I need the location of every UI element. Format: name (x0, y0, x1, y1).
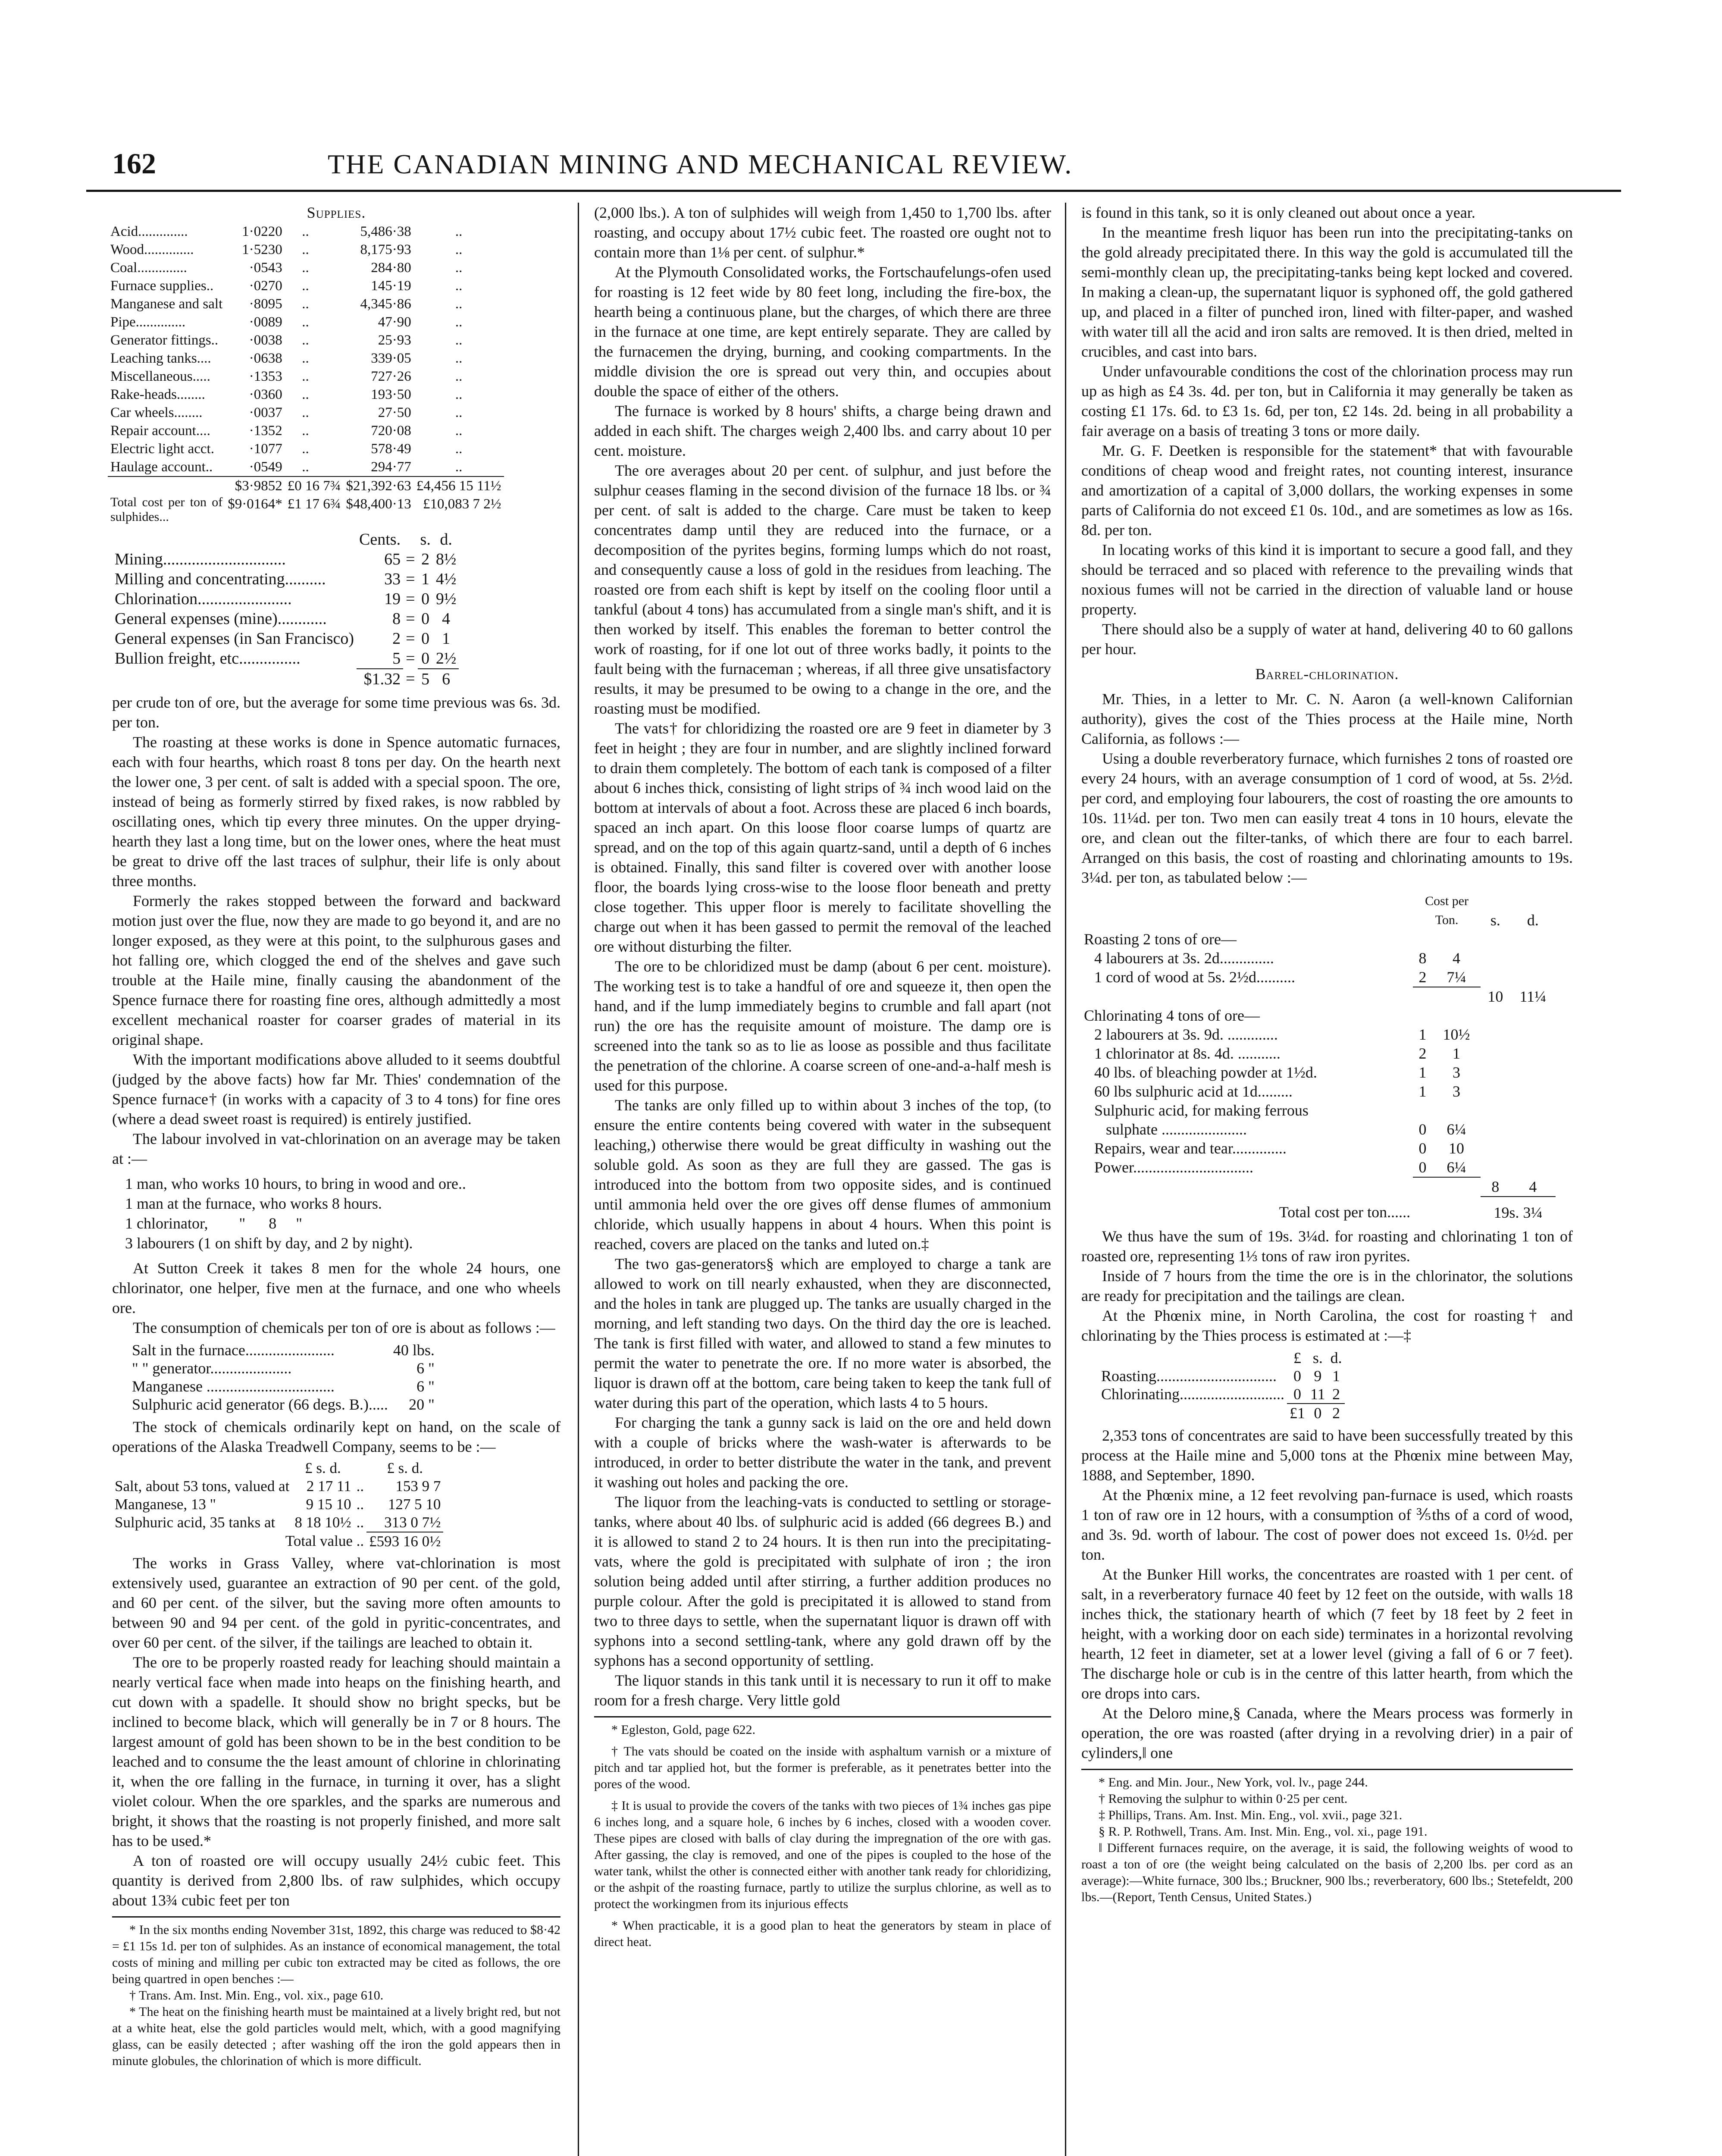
column-divider-2 (1065, 203, 1066, 2156)
column-2 (594, 203, 1051, 1950)
paragraph: The ore averages about 20 per cent. of sulphur, and just before the sulphur ceases flaming in the second division of the furnace 18 lbs. or ¾ per cent. of salt is added to the charge. Care must be taken to keep concentrates damp until they are reduced into the furnace, or a decomposition of the pyrites begins, forming lumps which do not roast, and consequently cause a loss of gold in the residues from leaching. The roasted ore from each shift is kept by itself on the cooling floor until a tankful (about 4 tons) has accumulated from a single man's shift, and it is then worked by itself. This enables the foreman to better control the work of roasting, for if one lot out of three works badly, it points to the fault being with the furnaceman ; whereas, if all three give unsatisfactory results, it may be presumed to be owing to a change in the ore, and the roasting must be modified. (594, 462, 1051, 717)
labour-item: 3 labourers (1 on shift by day, and 2 by night). (125, 1235, 413, 1252)
paragraph: The liquor from the leaching-vats is conducted to settling or storage-tanks, where about 40 lbs. of sulphuric acid is added (66 degrees B.) and it is allowed to stand 2 to 24 hours. It is then run into the precipitating-vats, where the gold is precipitated with sulphate of iron ; the iron solution being added until after stirring, a further addition produces no purple colour. After the gold is precipitated it is allowed to stand from two to three days to settle, when the supernatant liquor is drawn off with syphons into a second settling-tank, where any gold drawn off by the syphons has a second opportunity of settling. (594, 1493, 1051, 1669)
footnote: † Removing the sulphur to within 0·25 per cent. (1099, 1792, 1348, 1806)
paragraph: At the Phœnix mine, in North Carolina, the cost for roasting† and chlorinating by the Thies process is estimated at :—‡ (1081, 1307, 1573, 1344)
paragraph: The ore to be properly roasted ready for leaching should maintain a nearly vertical face when made into heaps on the finishing hearth, and cut down with a spadelle. It should show no bright specks, but be inclined to become black, which will generally be in 7 or 8 hours. The largest amount of gold has been shown to be in the best condition to be leached and to consume the the least amount of chlorine in chlorinating it, when the ore falling in the furnace, in turning it over, has a slight violet colour. When the ore sparkles, and the sparks are numerous and bright, it shows that the roasting is not properly finished, and more salt has to be used.* (112, 1654, 560, 1849)
footnote: † Trans. Am. Inst. Min. Eng., vol. xix., page 610. (129, 1988, 384, 2002)
paragraph: The stock of chemicals ordinarily kept on hand, on the scale of operations of the Alaska Treadwell Company, seems to be :— (112, 1418, 560, 1455)
phoenix-cost-table: £ s. d. Roasting............................... 0 9 1 Chlorinating........................... 0 11 2 £1 0 2 (1099, 1349, 1345, 1422)
paragraph: Using a double reverberatory furnace, which furnishes 2 tons of roasted ore every 24 hours, with an average consumption of 1 cord of wood, at 5s. 2½d. per cord, and employing four labourers, the cost of roasting the ore amounts to 10s. 11¼d. per ton. Two men can easily treat 4 tons in 10 hours, elevate the ore, and clean out the filter-tanks, of which there are four to each barrel. Arranged on this basis, the cost of roasting and chlorinating amounts to 19s. 3¼d. per ton, as tabulated below :— (1081, 750, 1573, 886)
paragraph: At the Bunker Hill works, the concentrates are roasted with 1 per cent. of salt, in a reverberatory furnace 40 feet by 12 feet on the outside, with walls 18 inches thick, the stationary hearth of which (7 feet by 18 feet by 2 feet in height, with a working door on each side) terminates in a horizontal revolving hearth, 12 feet in diameter, set at a lower level (giving a fall of 6 or 7 feet). The discharge hole or cub is in the centre of this latter hearth, from which the ore drops into cars. (1081, 1566, 1573, 1702)
paragraph: Mr. G. F. Deetken is responsible for the statement* that with favourable conditions of cheap wood and freight rates, not counting interest, insurance and amortization of a capital of 3,000 dollars, the working expenses in some parts of California do not exceed £1 0s. 10d., and are sometimes as low as 16s. 8d. per ton. (1081, 442, 1573, 539)
paragraph: The furnace is worked by 8 hours' shifts, a charge being drawn and added in each shift. The charges weigh 2,400 lbs. and carry about 10 per cent. moisture. (594, 402, 1051, 459)
supplies-row: Repair account.... ·1352 .. 720·08 .. (110, 423, 463, 439)
footnotes (1081, 1774, 1573, 1905)
supplies-row: Car wheels........ ·0037 .. 27·50 .. (110, 405, 463, 420)
supplies-row: Pipe.............. ·0089 .. 47·90 .. (110, 314, 463, 330)
supplies-row: Miscellaneous..... ·1353 .. 727·26 .. (110, 369, 463, 384)
phoenix-row: Chlorinating........................... 0 11 2 (1101, 1385, 1340, 1403)
thies-cost-table: Cost per Ton. s. d. Roasting 2 tons of ore— 4 labourers at 3s. 2d.............. 8 4 1 cord of wood at 5s. 2½d.......... 2 7¼ 10 11¼ Chlorinating 4 tons of ore— 2 labourers at 3s. 9d. ............. 1 10½ 1 chlorinator at 8s. 4d. ........... 2 1 40 lbs. of bleaching powder at 1½d. 1 3 60 lbs sulphuric acid at 1d......... 1 3 Sulphuric acid, for making ferrous sulphate ...................... 0 6¼ Repairs, wear and tear.............. 0 10 Power............................... 0 6¼ 8 4 Total cost per ton...... 19s. 3¼ (1081, 892, 1556, 1222)
paragraph: We thus have the sum of 19s. 3¼d. for roasting and chlorinating 1 ton of roasted ore, representing 1⅓ tons of raw iron pyrites. (1081, 1228, 1573, 1265)
labour-item: 1 chlorinator, " 8 " (125, 1215, 302, 1232)
footnote: ‖ Different furnaces require, on the average, it is said, the following weights of wood to roast a ton of ore (the weight being calculated on the basis of 2,200 lbs. per cord as an average):—White furnace, 300 lbs.; Bruckner, 900 lbs.; reverberatory, 600 lbs.; Stetefeldt, 200 lbs.—(Report, Tenth Census, United States.) (1081, 1841, 1573, 1904)
chlor-row: Repairs, wear and tear.............. 0 10 (1094, 1140, 1464, 1157)
cost-per-ton-table: Cents. s. d. Mining.............................. 65 = 2 8½ Milling and concentrating.......... 33 = 1 4½ Chlorination....................... 19 = 0 9½ General expenses (mine)............ 8 = 0 4 General expenses (in San Francisco) 2 = 0 1 Bullion freight, etc............... 5 = 0 2½ $1.32 = 5 6 (112, 530, 459, 689)
total-cost-row: Total cost per ton of sulphides... $9·0164* £1 17 6¾ $48,400·13 £10,083 7 2½ (110, 495, 501, 524)
chlor-row: 1 chlorinator at 8s. 4d. ........... 2 1 (1094, 1045, 1460, 1062)
footnote: * The heat on the finishing hearth must be maintained at a lively bright red, but not at a white heat, else the gold particles would melt, which, with a good magnifying glass, can be easily detected ; after washing off the iron the gold appears then in minute globules, the chlorination of which is more difficult. (112, 2005, 560, 2068)
paragraph: There should also be a supply of water at hand, delivering 40 to 60 gallons per hour. (1081, 620, 1573, 658)
roast-row: 1 cord of wood at 5s. 2½d.......... 2 7¼ (1094, 968, 1466, 986)
chlor-row: 60 lbs sulphuric acid at 1d......... 1 3 (1094, 1083, 1460, 1100)
chlor-row: 2 labourers at 3s. 9d. ............. 1 10½ (1094, 1026, 1470, 1043)
supplies-row: Generator fittings.. ·0038 .. 25·93 .. (110, 332, 463, 348)
supplies-total-row: $3·9852 £0 16 7¾ $21,392·63 £4,456 15 11½ (108, 476, 504, 495)
labour-list (112, 1174, 560, 1253)
labour-item: 1 man, who works 10 hours, to bring in wood and ore.. (125, 1175, 466, 1192)
paragraph: The liquor stands in this tank until it is necessary to run it off to make room for a fresh charge. Very little gold (594, 1672, 1051, 1709)
paragraph: At the Plymouth Consolidated works, the Fortschaufelungs-ofen used for roasting is 12 feet wide by 80 feet long, including the fire-box, the hearth being a continuous plane, but the charges, of which there are three in the furnace at one time, are kept entirely separate. They are called by the furnacemen the drying, burning, and cooking compartments. In the middle division the ore is spread out very thin, and occupies about double the space of either of the others. (594, 263, 1051, 400)
column-divider-1 (578, 203, 579, 2156)
section-heading: Barrel-chlorination. (1255, 665, 1399, 683)
paragraph: Formerly the rakes stopped between the forward and backward motion just over the flue, now they are made to go beyond it, and are no longer exposed, as they were at this point, to the sulphurous gases and hot falling ore, which clogged the end of the shelves and gave such trouble at the Haile mine, finally causing the abandonment of the Spence furnace there for roasting fine ores, although admittedly a most excellent mechanical roaster for coarser grades of material in its original shape. (112, 892, 560, 1048)
paragraph: (2,000 lbs.). A ton of sulphides will weigh from 1,450 to 1,700 lbs. after roasting, and occupy about 17½ cubic feet. The roasted ore ought not to contain more than 1⅛ per cent. of sulphur.* (594, 204, 1051, 261)
footnote: * In the six months ending November 31st, 1892, this charge was reduced to $8·42 = £1 15s 1d. per ton of sulphides. As an instance of economical management, the total costs of mining and milling per cubic ton extracted may be cited as follows, the ore being quartred in open benches :— (112, 1923, 560, 1986)
paragraph: A ton of roasted ore will occupy usually 24½ cubic feet. This quantity is derived from 2,800 lbs. of raw sulphides, which occupy about 13¾ cubic feet per ton (112, 1852, 560, 1909)
paragraph: Mr. Thies, in a letter to Mr. C. N. Aaron (a well-known Californian authority), gives the cost of the Thies process at the Haile mine, North California, as follows :— (1081, 690, 1573, 747)
chemicals-table (129, 1341, 437, 1413)
cost-row: Bullion freight, etc............... 5 = 0 2½ (115, 649, 457, 667)
supplies-row: Coal.............. ·0543 .. 284·80 .. (110, 260, 463, 276)
cost-row: Milling and concentrating.......... 33 = 1 4½ (115, 570, 457, 588)
supplies-row: Leaching tanks.... ·0638 .. 339·05 .. (110, 351, 463, 366)
paragraph: The labour involved in vat-chlorination on an average may be taken at :— (112, 1130, 560, 1167)
paragraph: With the important modifications above alluded to it seems doubtful (judged by the above facts) how far Mr. Thies' condemnation of the Spence furnace† (in works with a capacity of 3 to 4 tons) for fine ores (where a dead sweet roast is required) is entirely justified. (112, 1051, 560, 1128)
footnote: § R. P. Rothwell, Trans. Am. Inst. Min. Eng., vol. xi., page 191. (1099, 1824, 1428, 1839)
supplies-row: Rake-heads........ ·0360 .. 193·50 .. (110, 387, 463, 402)
chlor-row: Power............................... 0 6¼ (1094, 1159, 1466, 1176)
cost-row: Chlorination....................... 19 = 0 9½ (115, 590, 457, 608)
grand-total-row: Total cost per ton...... 19s. 3¼ (1081, 1197, 1556, 1222)
page-header (86, 142, 1621, 190)
phoenix-total-row: £1 0 2 (1099, 1404, 1345, 1422)
paragraph: 2,353 tons of concentrates are said to have been successfully treated by this process at the Haile mine and 5,000 tons at the Phœnix mine between May, 1888, and September, 1890. (1081, 1427, 1573, 1484)
chemical-row: Sulphuric acid generator (66 degs. B.)..... 20 " (132, 1396, 435, 1413)
paragraph: The consumption of chemicals per ton of ore is about as follows :— (133, 1319, 555, 1336)
footnote: * When practicable, it is a good plan to heat the generators by steam in place of direct heat. (594, 1918, 1051, 1949)
chlor-row: Sulphuric acid, for making ferrous (1094, 1102, 1309, 1119)
phoenix-row: Roasting............................... 0 9 1 (1101, 1367, 1340, 1385)
cost-row: General expenses (in San Francisco) 2 = 0 1 (115, 630, 451, 648)
supplies-heading: Supplies. (307, 204, 366, 221)
chlor-row: 40 lbs. of bleaching powder at 1½d. 1 3 (1094, 1064, 1460, 1081)
roast-total-row: 10 11¼ (1081, 987, 1556, 1006)
paragraph: The two gas-generators§ which are employed to charge a tank are allowed to work on till nearly exhausted, when they are disconnected, and the holes in tank are plugged up. The tanks are usually charged in the morning, and left standing two days. On the third day the ore is leached. The tank is first filled with water, and allowed to stand a few minutes to permit the water to penetrate the ore. If no more water is absorbed, the liquor is drawn off at the bottom, care being taken to keep the tank full of water during this part of the operation, which lasts 4 to 5 hours. (594, 1255, 1051, 1411)
supplies-row: Manganese and salt ·8095 .. 4,345·86 .. (110, 296, 463, 312)
cost-total-row: $1.32 = 5 6 (112, 669, 459, 689)
cost-row: General expenses (mine)............ 8 = 0 4 (115, 610, 451, 628)
chemical-row: " " generator..................... 6 " (132, 1360, 435, 1377)
stock-row: Manganese, 13 " 9 15 10 .. 127 5 10 (115, 1496, 441, 1513)
footnote: * Egleston, Gold, page 622. (611, 1723, 756, 1737)
column-3 (1081, 203, 1573, 1905)
page-number: 162 (112, 147, 156, 180)
footnote: ‡ Phillips, Trans. Am. Inst. Min. Eng., vol. xvii., page 321. (1099, 1808, 1403, 1822)
chemical-row: Manganese ................................. 6 " (132, 1378, 435, 1395)
footnote: † The vats should be coated on the inside with asphaltum varnish or a mixture of pitch and tar applied hot, but the former is preferable, as it penetrates better into the pores of the wood. (594, 1744, 1051, 1791)
paragraph: Under unfavourable conditions the cost of the chlorination process may run up as high as £4 3s. 4d. per ton, but in California it may generally be taken as costing £1 17s. 6d. to £3 1s. 6d, per ton, £2 14s. 2d. being in all probability a fair average on a basis of treating 3 tons or more daily. (1081, 363, 1573, 439)
cost-row: Mining.............................. 65 = 2 8½ (115, 550, 457, 568)
footnotes (112, 1922, 560, 2069)
supplies-row: Wood.............. 1·5230 .. 8,175·93 .. (110, 242, 463, 257)
supplies-row: Furnace supplies.. ·0270 .. 145·19 .. (110, 278, 463, 294)
paragraph: The works in Grass Valley, where vat-chlorination is most extensively used, guarantee an extraction of 90 per cent. of the gold, and 60 per cent. of the silver, but the saving more often amounts to between 90 and 94 per cent. of the gold in pyritic-concentrates, and over 60 per cent. of the silver, if the tailings are leached to obtain it. (112, 1554, 560, 1651)
footnote: ‡ It is usual to provide the covers of the tanks with two pieces of 1¾ inches gas pipe 6 inches long, and a square hole, 6 inches by 6 inches, closed with a wooden cover. These pipes are closed with balls of clay during the impregnation of the ore with gas. After gassing, the clay is removed, and one of the pipes is coupled to the hose of the water tank, whilst the other is connected either with another tank ready for chloridizing, or the ashpit of the roasting furnace, partly to utilize the surplus chlorine, as well as to protect the workingmen from its injurious effects (594, 1799, 1051, 1911)
supplies-row: Acid.............. 1·0220 .. 5,486·38 .. (110, 224, 463, 239)
stock-row: Salt, about 53 tons, valued at 2 17 11 .. 153 9 7 (115, 1478, 441, 1495)
paragraph: In locating works of this kind it is important to secure a good fall, and they should be terraced and so placed with reference to the prevailing winds that noxious fumes will not be carried in the direction of valuable land or house property. (1081, 541, 1573, 618)
footnote: * Eng. and Min. Jour., New York, vol. lv., page 244. (1099, 1775, 1368, 1789)
chemical-row: Salt in the furnace....................... 40 lbs. (132, 1341, 435, 1359)
stock-total-row: Total value .. £593 16 0½ (112, 1532, 443, 1551)
chlor-total-row: 8 4 (1081, 1177, 1556, 1197)
paragraph: For charging the tank a gunny sack is laid on the ore and held down with a couple of bricks where the wash-water is afterwards to be introduced, in order to better distribute the water in the tank, and prevent it washing out holes and packing the ore. (594, 1414, 1051, 1491)
chlor-row: sulphate ...................... 0 6¼ (1094, 1121, 1466, 1138)
paragraph: At the Deloro mine,§ Canada, where the Mears process was formerly in operation, the ore was roasted (after drying in a revolving drier) in a pair of cylinders,‖ one (1081, 1705, 1573, 1761)
paragraph: is found in this tank, so it is only cleaned out about once a year. (1081, 204, 1475, 221)
supplies-table (108, 222, 504, 524)
stock-table: £ s. d. £ s. d. Salt, about 53 tons, valued at 2 17 11 .. 153 9 7 Manganese, 13 " 9 15 10 .. 127 5 10 Sulphuric acid, 35 tanks at 8 18 10½ .. 313 0 7½ Total value .. £593 16 0½ (112, 1459, 443, 1551)
supplies-row: Electric light acct. ·1077 .. 578·49 .. (110, 441, 463, 457)
supplies-row: Haulage account.. ·0549 .. 294·77 .. (110, 459, 463, 475)
journal-title: THE CANADIAN MINING AND MECHANICAL REVIEW. (328, 149, 1073, 179)
paragraph: The ore to be chloridized must be damp (about 6 per cent. moisture). The working test is to take a handful of ore and squeeze it, then open the hand, and if the lump immediately begins to crumble and fall apart (not run) the ore has the requisite amount of moisture. The damp ore is screened into the tank so as to lie as loose as possible and thus facilitate the penetration of the chlorine. A coarse screen of one-and-a-half mesh is used for this purpose. (594, 958, 1051, 1094)
paragraph: Inside of 7 hours from the time the ore is in the chlorinator, the solutions are ready for precipitation and the tailings are clean. (1081, 1267, 1573, 1304)
header-rule (86, 190, 1621, 192)
paragraph: per crude ton of ore, but the average for some time previous was 6s. 3d. per ton. (112, 694, 560, 731)
paragraph: The vats† for chloridizing the roasted ore are 9 feet in diameter by 3 feet in height ; they are four in number, and are slightly inclined forward to drain them completely. The bottom of each tank is composed of a filter about 6 inches thick, consisting of light strips of ¾ inch wood laid on the bottom at intervals of about a foot. Across these are placed 6 inch boards, spaced an inch apart. On this loose floor coarse lumps of quartz are spread, and on the top of this again quartz-sand, until a depth of 6 inches is obtained. Finally, this sand filter is covered over with another loose floor, the boards lying cross-wise to the loose floor beneath and pretty close together. This upper floor is merely to facilitate shovelling the charge out when it has been gassed to permit the removal of the leached ore without disturbing the filter. (594, 720, 1051, 955)
column-1 (112, 203, 560, 2069)
paragraph: At Sutton Creek it takes 8 men for the whole 24 hours, one chlorinator, one helper, five men at the furnace, and one who wheels ore. (112, 1260, 560, 1316)
paragraph: The tanks are only filled up to within about 3 inches of the top, (to ensure the entire contents being covered with water in the subsequent leaching,) otherwise there would be great difficulty in washing out the soluble gold. As soon as they are full they are gassed. The gas is introduced into the bottom from two opposite sides, and is continued until ammonia held over the ore gives off dense flumes of ammonium chloride, which usually happens in about 4 hours. When this point is reached, covers are placed on the tanks and luted on.‡ (594, 1097, 1051, 1253)
paragraph: The roasting at these works is done in Spence automatic furnaces, each with four hearths, which roast 8 tons per day. On the hearth next the lower one, 3 per cent. of salt is added with a special spoon. The ore, instead of being as formerly stirred by fixed rakes, is now rabbled by oscillating ones, which tip every three minutes. On the upper drying-hearth they last a long time, but on the lower ones, where the heat must be great to drive off the last traces of sulphur, their life is only about three months. (112, 733, 560, 890)
paragraph: In the meantime fresh liquor has been run into the precipitating-tanks on the gold already precipitated there. In this way the gold is accumulated till the semi-monthly clean up, the precipitating-tanks being kept locked and covered. In making a clean-up, the supernatant liquor is syphoned off, the gold gathered up, and placed in a filter of punched iron, lined with filter-paper, and washed with water till all the acid and iron salts are removed. It is then dried, melted in crucibles, and cast into bars. (1081, 224, 1573, 360)
roast-row: 4 labourers at 3s. 2d.............. 8 4 (1094, 950, 1460, 967)
stock-row: Sulphuric acid, 35 tanks at 8 18 10½ .. 313 0 7½ (115, 1514, 441, 1531)
footnotes (594, 1722, 1051, 1950)
paragraph: At the Phœnix mine, a 12 feet revolving pan-furnace is used, which roasts 1 ton of raw ore in 12 hours, with a consumption of ⅗ths of a cord of wood, and 3s. 9d. worth of labour. The cost of power does not exceed 1s. 0½d. per ton. (1081, 1486, 1573, 1563)
labour-item: 1 man at the furnace, who works 8 hours. (125, 1195, 382, 1212)
